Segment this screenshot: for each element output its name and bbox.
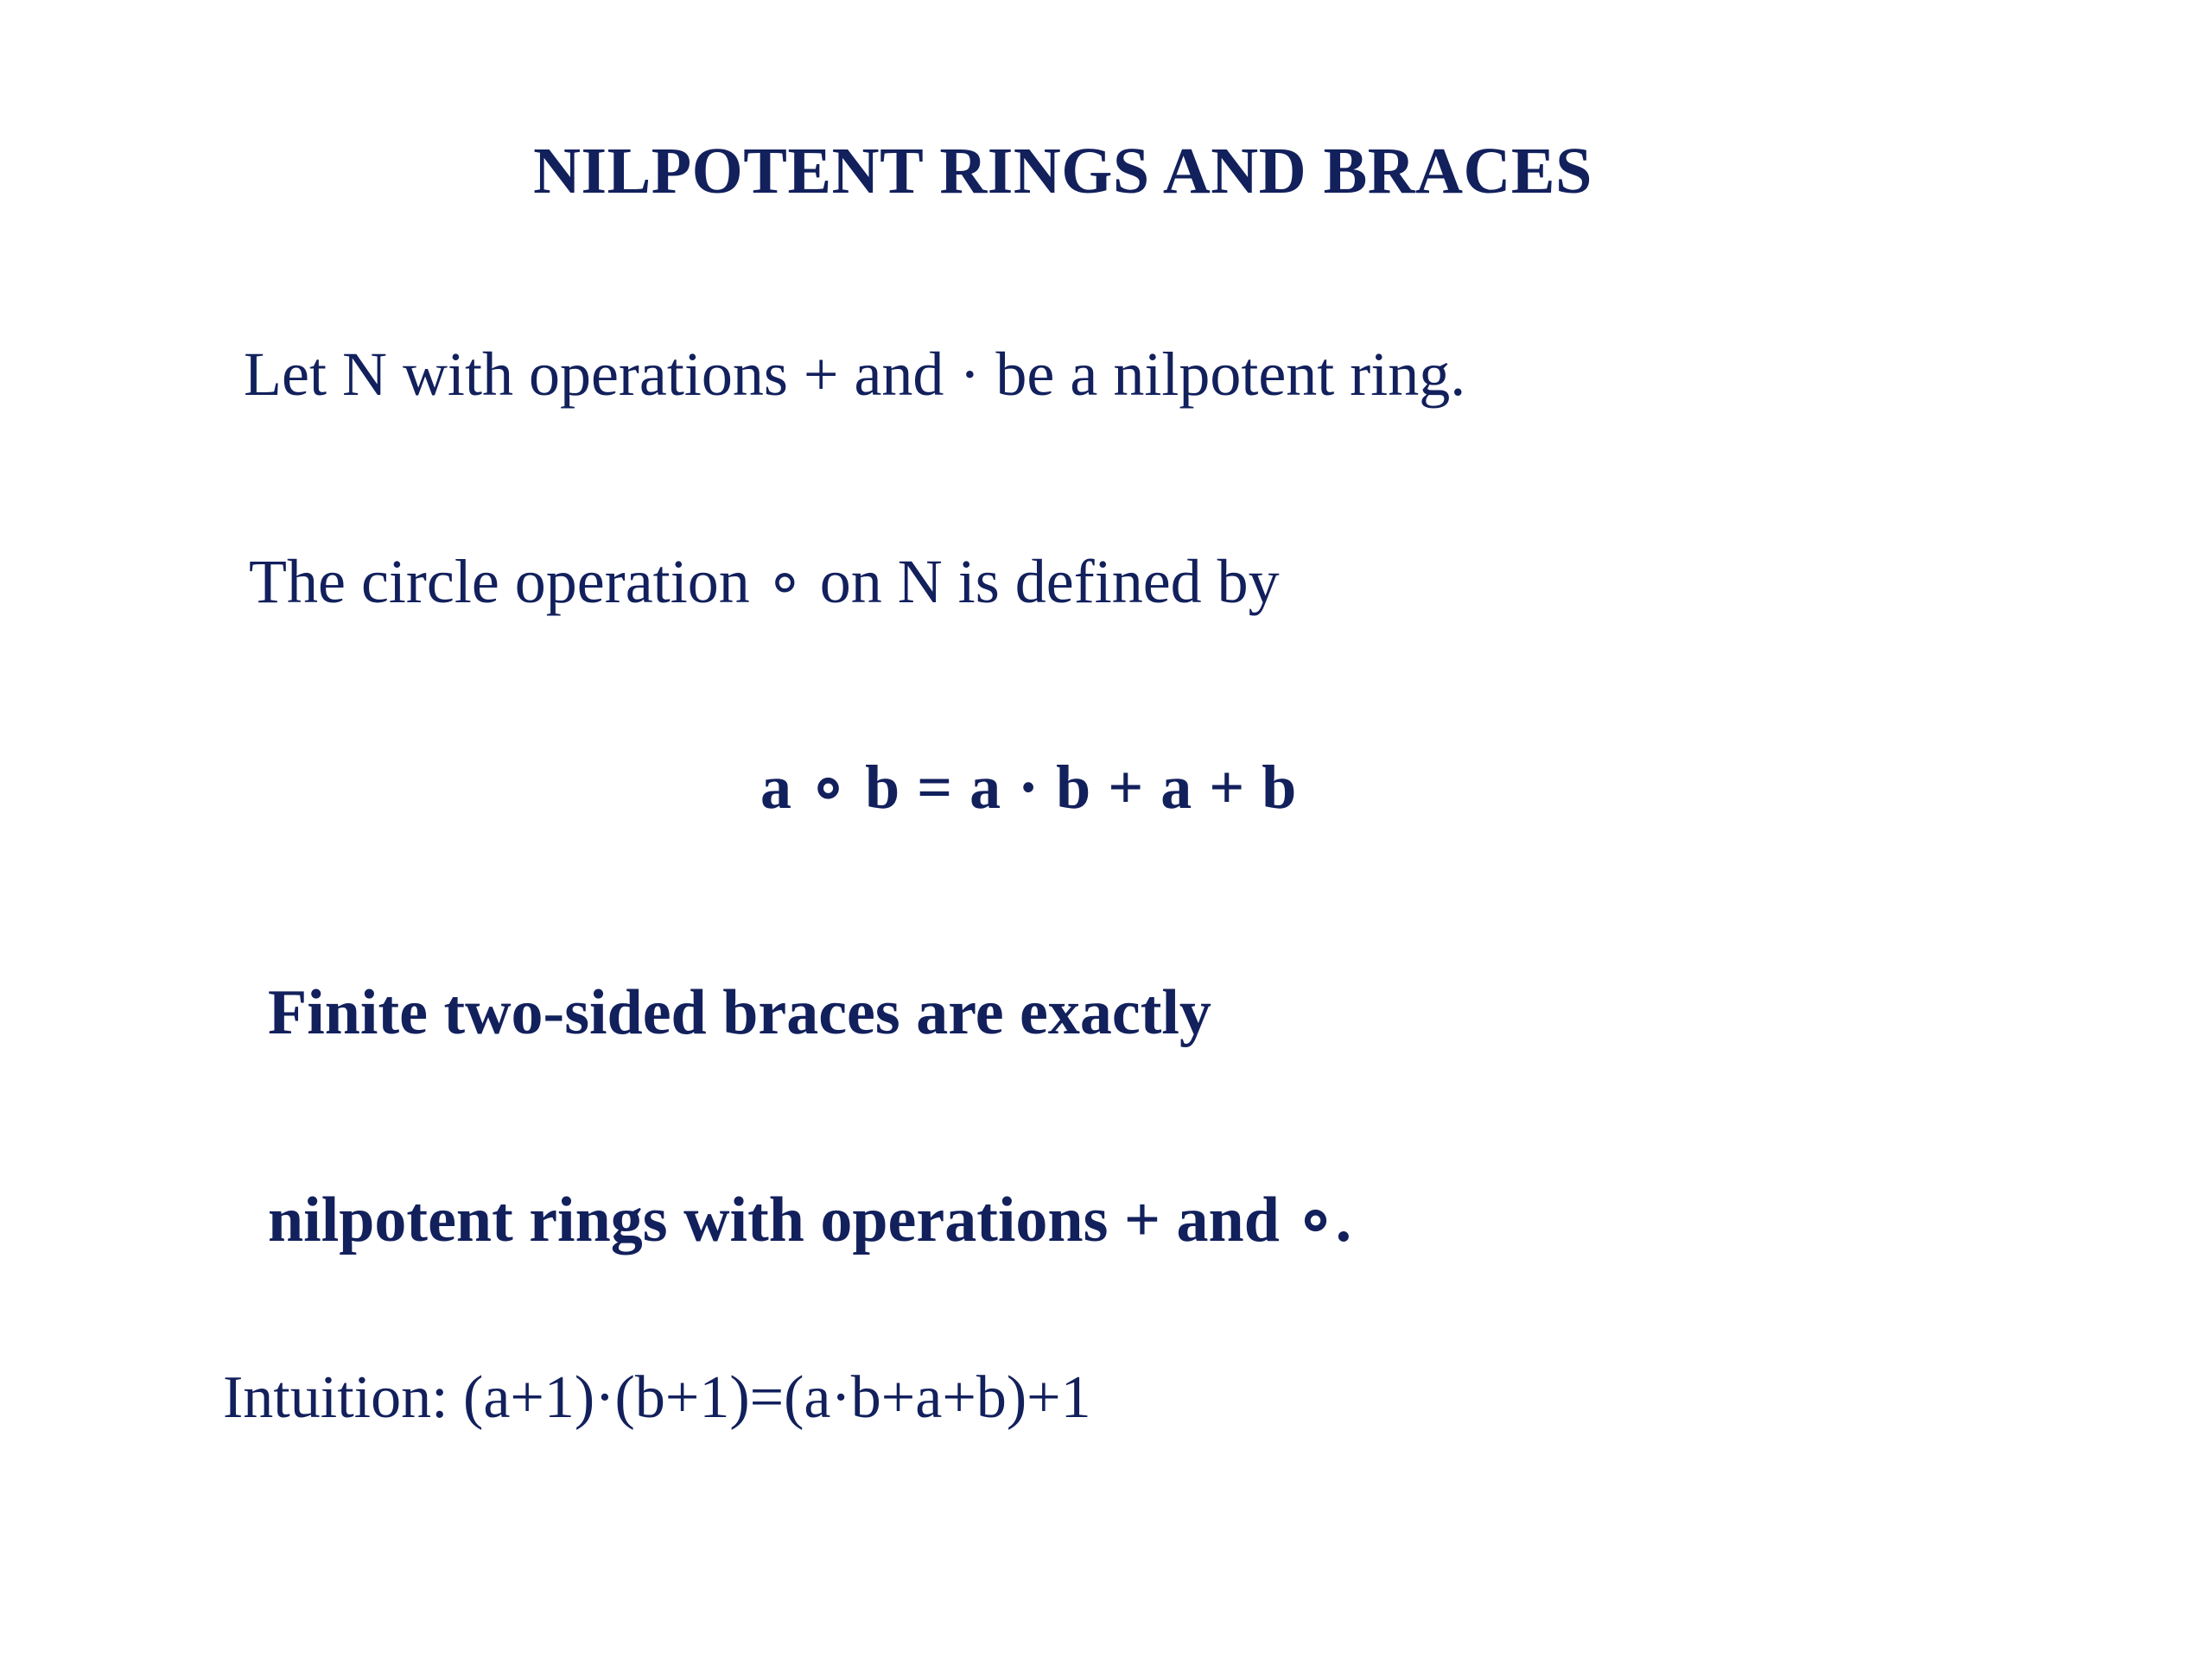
body-line-braces-statement-part1: Finite two-sided braces are exactly (268, 977, 1211, 1048)
body-line-braces-statement-part2: nilpotent rings with operations + and ∘. (268, 1185, 1352, 1255)
formula-circle-operation: a ∘ b = a · b + a + b (760, 753, 1298, 822)
body-line-intuition: Intuition: (a+1)·(b+1)=(a·b+a+b)+1 (223, 1364, 1091, 1431)
body-line-circle-operation-intro: The circle operation ∘ on N is defined by (249, 547, 1280, 616)
page-title: NILPOTENT RINGS AND BRACES (533, 135, 1592, 207)
body-line-nilpotent-ring-definition: Let N with operations + and · be a nilpotent ring. (244, 340, 1466, 409)
